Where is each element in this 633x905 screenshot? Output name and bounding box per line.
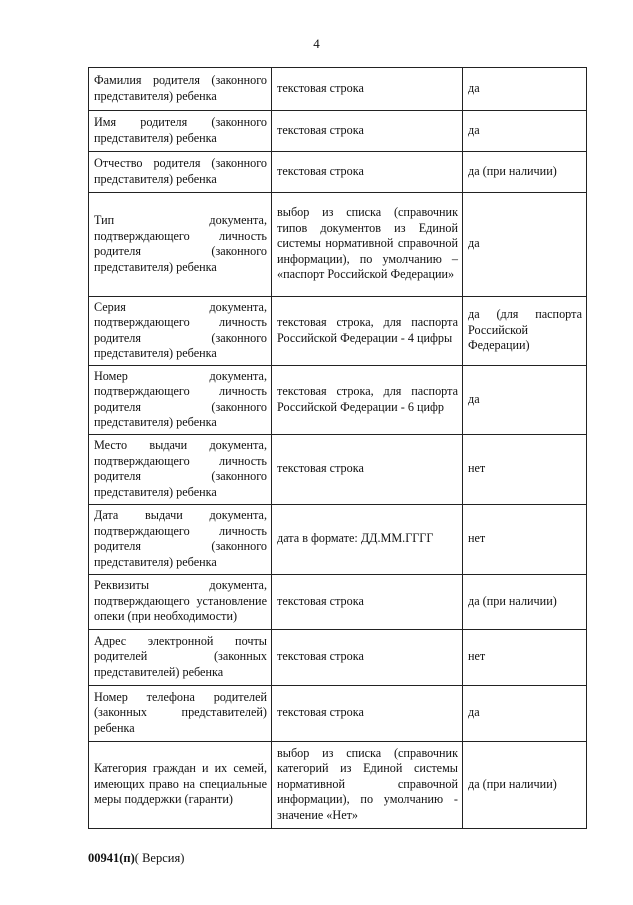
field-required-cell: да [463, 193, 587, 297]
field-required-cell: да [463, 686, 587, 742]
requirements-table [88, 67, 587, 829]
document-version: ( Версия) [134, 851, 185, 865]
field-type-cell: текстовая строка [272, 686, 463, 742]
table-row [89, 111, 587, 152]
field-type-cell: текстовая строка [272, 435, 463, 505]
table-row [89, 297, 587, 366]
field-name-cell: Имя родителя (законного представителя) ребенка [89, 111, 272, 152]
document-code: 00941(п) [88, 851, 135, 865]
field-required-cell: да (при наличии) [463, 742, 587, 829]
table-row [89, 68, 587, 111]
field-type-cell: текстовая строка [272, 152, 463, 193]
field-required-cell: да (при наличии) [463, 575, 587, 630]
field-type-cell: текстовая строка [272, 630, 463, 686]
field-required-cell: да (при наличии) [463, 152, 587, 193]
field-type-cell: дата в формате: ДД.ММ.ГГГГ [272, 505, 463, 575]
field-name-cell: Тип документа, подтверждающего личность родителя (законного представителя) ребенка [89, 193, 272, 297]
field-type-cell: текстовая строка, для паспорта Российской Федерации - 6 цифр [272, 366, 463, 435]
field-type-cell: текстовая строка [272, 575, 463, 630]
table-row [89, 435, 587, 505]
field-name-cell: Номер документа, подтверждающего личность родителя (законного представителя) ребенка [89, 366, 272, 435]
field-name-cell: Фамилия родителя (законного представителя) ребенка [89, 68, 272, 111]
table-row [89, 575, 587, 630]
table-row [89, 152, 587, 193]
table-row [89, 505, 587, 575]
document-footer [88, 851, 184, 866]
field-required-cell: нет [463, 505, 587, 575]
field-name-cell: Реквизиты документа, подтверждающего установление опеки (при необходимости) [89, 575, 272, 630]
table-row [89, 366, 587, 435]
table-row [89, 630, 587, 686]
field-name-cell: Категория граждан и их семей, имеющих право на специальные меры поддержки (гаранти) [89, 742, 272, 829]
field-name-cell: Место выдачи документа, подтверждающего личность родителя (законного представителя) ребенка [89, 435, 272, 505]
page-number: 4 [313, 36, 320, 51]
field-required-cell: да [463, 111, 587, 152]
field-required-cell: да (для паспорта Российской Федерации) [463, 297, 587, 366]
table-row [89, 686, 587, 742]
field-name-cell: Дата выдачи документа, подтверждающего личность родителя (законного представителя) ребенка [89, 505, 272, 575]
field-name-cell: Адрес электронной почты родителей (законных представителей) ребенка [89, 630, 272, 686]
field-name-cell: Отчество родителя (законного представителя) ребенка [89, 152, 272, 193]
field-required-cell: да [463, 68, 587, 111]
field-type-cell: текстовая строка [272, 111, 463, 152]
field-type-cell: текстовая строка [272, 68, 463, 111]
field-type-cell: выбор из списка (справочник типов документов из Единой системы нормативной справочной информации), по умолчанию – «паспорт Российской Федерации» [272, 193, 463, 297]
field-name-cell: Серия документа, подтверждающего личность родителя (законного представителя) ребенка [89, 297, 272, 366]
field-required-cell: нет [463, 630, 587, 686]
table-row [89, 193, 587, 297]
field-required-cell: да [463, 366, 587, 435]
field-type-cell: выбор из списка (справочник категорий из Единой системы нормативной справочной информации), по умолчанию - значение «Нет» [272, 742, 463, 829]
table-row [89, 742, 587, 829]
field-required-cell: нет [463, 435, 587, 505]
field-type-cell: текстовая строка, для паспорта Российской Федерации - 4 цифры [272, 297, 463, 366]
field-name-cell: Номер телефона родителей (законных представителей) ребенка [89, 686, 272, 742]
